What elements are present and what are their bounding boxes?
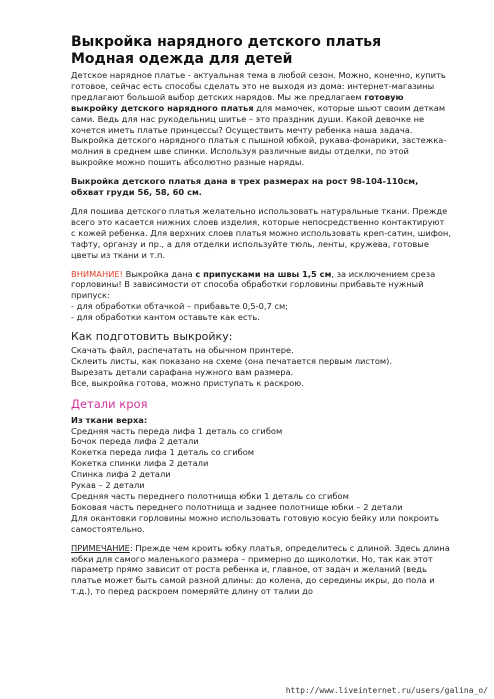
intro-text-2: для мамочек, которые шьют своим деткам сами. Ведь для нас рукодельниц шитье – это праздник души. Какой девочке не хочется иметь платье принцессы? Осуществить мечту ребенка наша задача. (71, 102, 446, 135)
attention-text-1: Выкройка дана (123, 268, 196, 279)
parts-item: Кокетка переда лифа 1 деталь со сгибом (71, 447, 255, 458)
footer-url: http://www.liveinternet.ru/users/galina_o/ (285, 686, 488, 695)
attention-bold: с припусками на швы 1,5 см (195, 268, 332, 279)
attention-item-2: - для обработки кантом оставьте как есть. (71, 312, 260, 323)
document-page (71, 34, 451, 597)
prepare-heading: Как подготовить выкройку: (71, 330, 233, 344)
sizes-note: Выкройка детского платья дана в трех размерах на рост 98-104-110см, обхват груди 56, 58, 60 см. (71, 176, 419, 198)
parts-heading: Детали кроя (71, 396, 148, 411)
note-paragraph (71, 543, 451, 598)
parts-item: Средняя часть переда лифа 1 деталь со сгибом (71, 425, 283, 436)
parts-item: Спинка лифа 2 детали (71, 469, 171, 480)
parts-subheading: Из ткани верха: (71, 414, 148, 425)
attention-item-1: - для обработки обтачкой – прибавьте 0,5-0,7 см; (71, 301, 289, 312)
attention-paragraph (71, 269, 451, 302)
intro-bold: готовую выкройку детского нарядного платья (71, 91, 404, 113)
parts-item: Боковая часть переднего полотнища и заднее полотнище юбки – 2 детали (71, 501, 403, 512)
attention-label: ВНИМАНИЕ! (71, 268, 123, 279)
intro-paragraph-2: Выкройка детского нарядного платья с пышной юбкой, рукава-фонарики, застежка-молния в среднем шве спинки. Используя различные виды отделки, по этой выкройке можно пошить абсолютно разные наряды. (71, 135, 447, 168)
title-line-2: Модная одежда для детей (71, 51, 293, 67)
parts-note: Для окантовки горловины можно использовать готовую косую бейку или покроить самостоятельно. (71, 512, 440, 534)
prepare-step: Склеить листы, как показано на схеме (она печатается первым листом). (71, 355, 393, 366)
intro-paragraph (71, 70, 451, 135)
prepare-step: Скачать файл, распечатать на обычном принтере. (71, 345, 294, 356)
parts-item: Средняя часть переднего полотнища юбки 1 деталь со сгибом (71, 491, 349, 501)
parts-item: Рукав – 2 детали (71, 480, 145, 491)
intro-text-1: Детское нарядное платье - актуальная тема в любой сезон. Можно, конечно, купить готовое, сейчас есть способы сделать это не выходя из дома: интернет-магазины предлагают большой выбор детских нарядов. Мы же предлагаем (71, 70, 446, 102)
parts-item: Кокетка спинки лифа 2 детали (71, 458, 209, 469)
fabric-paragraph: Для пошива детского платья желательно использовать натуральные ткани. Прежде всего это касается нижних слоев изделия, которые непосредственно контактируют с кожей ребенка. Для верхних слоев платья можно использовать креп-сатин, шифон, тафту, органзу и пр., а для отделки используйте тюль, ленты, кружева, готовые цветы из ткани и т.п. (71, 205, 451, 260)
title-line-1: Выкройка нарядного детского платья (71, 34, 382, 50)
prepare-step: Вырезать детали сарафана нужного вам размера. (71, 366, 294, 377)
parts-item: Бочок переда лифа 2 детали (71, 436, 199, 447)
attention-text-2: , за исключением среза горловины! В зависимости от способа обработки горловины прибавьте нужный припуск: (71, 268, 436, 301)
note-text: : Прежде чем кроить юбку платья, определитесь с длиной. Здесь длина юбки для самого маленького размера – примерно до щиколотки. Но, так как этот параметр прямо зависит от роста ребенка и, главное, от задач и желаний (ведь платье может быть самой разной длины: до колена, до середины икры, до пола и т.д.), то перед раскроем померяйте длину от талии до (71, 542, 450, 597)
note-label: ПРИМЕЧАНИЕ (71, 542, 130, 553)
prepare-step: Все, выкройка готова, можно приступать к раскрою. (71, 377, 304, 388)
